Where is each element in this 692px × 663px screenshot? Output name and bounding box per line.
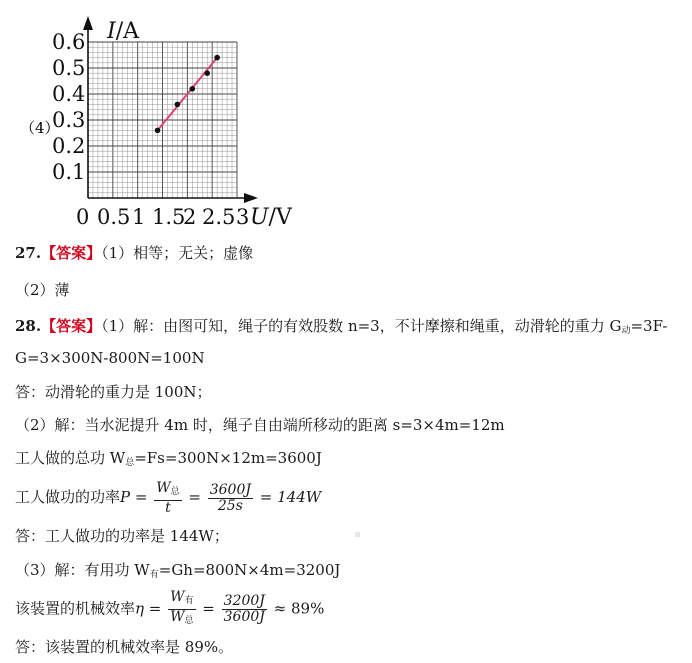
x-axis-arrow <box>244 193 258 203</box>
current-voltage-graph <box>0 0 330 235</box>
data-point <box>175 102 181 108</box>
x-tick-label: 0.5 <box>97 205 131 229</box>
y-axis-arrow <box>83 16 93 30</box>
q28-line-2: G=3×300N-800N=100N <box>15 349 205 367</box>
fraction-values: $\frac{3600J}{25s}$ <box>209 481 251 514</box>
x-tick-label: 3 <box>236 205 250 229</box>
y-tick-label: 0.1 <box>52 160 86 184</box>
q28-line-9-efficiency-formula: 该装置的机械效率η = $\frac{W_有}{W_总}$ = $\frac{3200J}{3600J}$ ≈ 89% <box>15 590 324 629</box>
graph-ticks <box>52 30 249 229</box>
q28-line-4: （2）解：当水泥提升 4m 时，绳子自由端所移动的距离 s=3×4m=12m <box>15 416 505 434</box>
y-axis-label: I/A <box>107 19 140 44</box>
fraction-efficiency-values: $\frac{3200J}{3600J}$ <box>223 593 265 625</box>
y-tick-label: 0.2 <box>52 134 86 158</box>
q28-line-3: 答：动滑轮的重力是 100N； <box>15 383 212 401</box>
q28-number: 28. <box>15 317 42 335</box>
x-axis-label: U/V <box>250 205 292 230</box>
y-tick-label: 0.4 <box>52 82 86 106</box>
part-label: （4） <box>20 119 60 137</box>
data-point <box>155 128 161 134</box>
data-point <box>214 55 220 61</box>
x-tick-label: 0 <box>76 205 90 229</box>
x-tick-label: 2 <box>183 205 197 229</box>
q27-line-1 <box>15 243 253 263</box>
q27-answer-1: （1）相等；无关；虚像 <box>101 244 254 262</box>
q28-line-5: 工人做的总功 $W_总=Fs=300N\times 12m=3600J$ <box>15 449 322 468</box>
y-tick-label: 0.3 <box>52 108 86 132</box>
x-tick-label: 1.5 <box>152 205 186 229</box>
answer-tag: 【答案】 <box>41 244 102 262</box>
data-point <box>190 86 196 92</box>
fraction-w-over-t: $\frac{W_总}{t}$ <box>156 479 180 516</box>
q27-number: 27. <box>15 244 42 262</box>
answer-tag: 【答案】 <box>41 317 102 335</box>
q27-line-2: （2）薄 <box>15 281 70 299</box>
y-tick-label: 0.5 <box>52 56 86 80</box>
q28-line-8: （3）解：有用功 $W_有=Gh=800N\times 4m=3200J$ <box>15 561 341 580</box>
x-tick-label: 2.5 <box>202 205 236 229</box>
q28-line-10: 答：该装置的机械效率是 89%。 <box>15 638 234 656</box>
q28-line-6-power-formula: 工人做功的功率P = $\frac{W_总}{t}$ = $\frac{3600J}{25s}$ = 144W <box>15 479 322 516</box>
fraction-useful-over-total: $\frac{W_有}{W_总}$ <box>170 589 194 626</box>
y-tick-label: 0.6 <box>52 30 86 54</box>
scan-speck <box>355 532 360 537</box>
q28-line-1: 28.【答案】（1）解：由图可知，绳子的有效股数 n=3，不计摩擦和绳重，动滑轮的重力 $G_动=3F-$ <box>15 317 668 336</box>
graph-grid <box>88 42 237 198</box>
x-tick-label: 1 <box>132 205 146 229</box>
data-point <box>204 70 210 76</box>
q28-line-7: 答：工人做功的功率是 144W； <box>15 527 229 545</box>
